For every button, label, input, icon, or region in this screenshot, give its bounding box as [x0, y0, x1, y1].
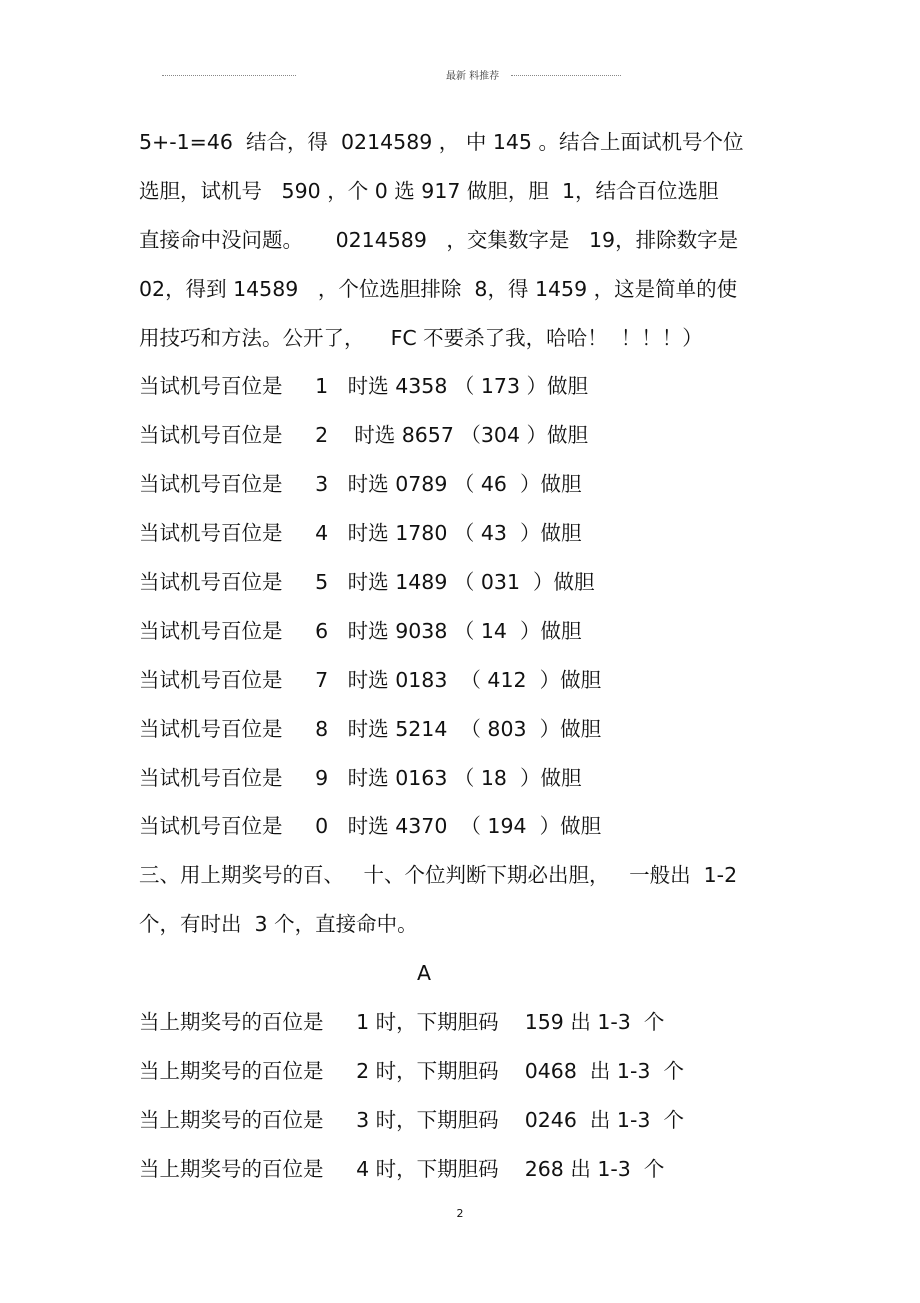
- trial-row: 当试机号百位是 7 时选 0183 （ 412 ）做胆: [139, 667, 602, 692]
- paragraph-line: 用技巧和方法。公开了， FC 不要杀了我，哈哈！ ！！！）: [139, 325, 703, 350]
- header-rule-right: [511, 75, 621, 76]
- trial-number-list: [139, 362, 819, 851]
- previous-draw-row: 当上期奖号的百位是 4 时，下期胆码 268 出 1-3 个: [139, 1156, 665, 1181]
- trial-row: 当试机号百位是 8 时选 5214 （ 803 ）做胆: [139, 716, 602, 741]
- paragraph-line: 选胆，试机号 590 ，个 0 选 917 做胆，胆 1，结合百位选胆: [139, 178, 719, 203]
- trial-row: 当试机号百位是 2 时选 8657 （304 ）做胆: [139, 423, 589, 448]
- trial-row: 当试机号百位是 4 时选 1780 （ 43 ）做胆: [139, 521, 582, 546]
- previous-draw-row: 当上期奖号的百位是 2 时，下期胆码 0468 出 1-3 个: [139, 1058, 684, 1083]
- section-label: A: [416, 961, 432, 986]
- header-title: 最新 料推荐: [446, 71, 500, 82]
- previous-draw-row: 当上期奖号的百位是 3 时，下期胆码 0246 出 1-3 个: [139, 1107, 684, 1132]
- intro-paragraph: [139, 118, 819, 362]
- trial-row: 当试机号百位是 1 时选 4358 （ 173 ）做胆: [139, 374, 589, 399]
- trial-row: 当试机号百位是 9 时选 0163 （ 18 ）做胆: [139, 765, 582, 790]
- page-number: 2: [456, 1207, 464, 1220]
- section-three: [139, 851, 819, 949]
- previous-draw-list: [139, 998, 819, 1194]
- header-rule-left: [162, 75, 296, 76]
- previous-draw-row: 当上期奖号的百位是 1 时，下期胆码 159 出 1-3 个: [139, 1010, 665, 1035]
- paragraph-line: 02，得到 14589 ，个位选胆排除 8，得 1459 ，这是简单的使: [139, 276, 738, 301]
- paragraph-line: 5+-1=46 结合，得 0214589 ， 中 145 。结合上面试机号个位: [139, 130, 744, 154]
- trial-row: 当试机号百位是 0 时选 4370 （ 194 ）做胆: [139, 814, 602, 839]
- section-heading-line: 个，有时出 3 个，直接命中。: [139, 912, 418, 937]
- trial-row: 当试机号百位是 6 时选 9038 （ 14 ）做胆: [139, 618, 582, 643]
- paragraph-line: 直接命中没问题。 0214589 ，交集数字是 19，排除数字是: [139, 227, 739, 252]
- trial-row: 当试机号百位是 3 时选 0789 （ 46 ）做胆: [139, 472, 582, 497]
- trial-row: 当试机号百位是 5 时选 1489 （ 031 ）做胆: [139, 570, 595, 595]
- document-body: [139, 118, 819, 1194]
- section-heading-line: 三、用上期奖号的百、 十、个位判断下期必出胆， 一般出 1-2: [139, 863, 738, 888]
- page-header: [162, 64, 622, 84]
